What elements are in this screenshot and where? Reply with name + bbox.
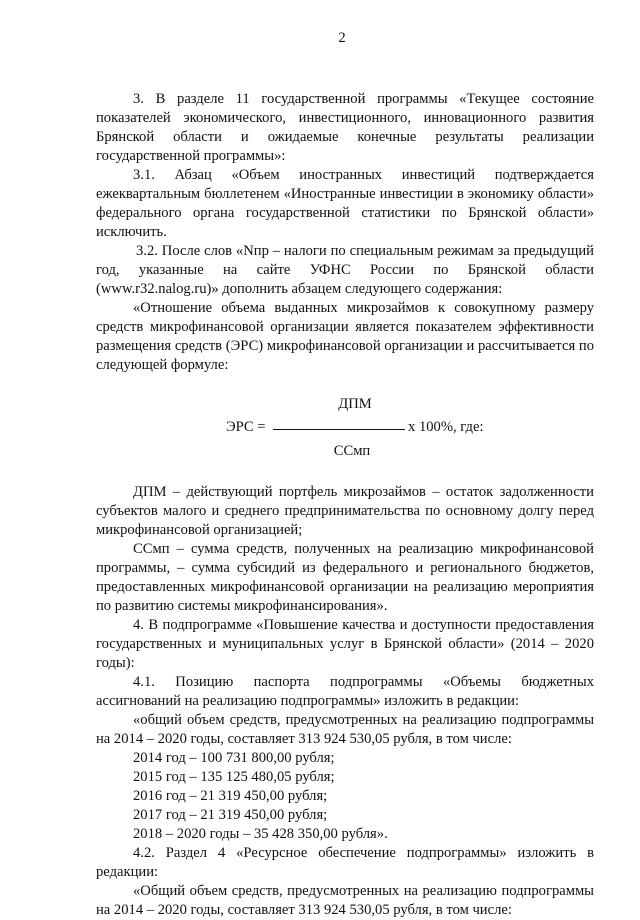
paragraph-section-3: 3. В разделе 11 государственной программы «Текущее состояние показателей экономического, инвестиционного, инновационного развития Брянской области и ожидаемые конечные результаты реализации государственной программы»: — [96, 91, 594, 164]
year-line-2016: 2016 год – 21 319 450,00 рубля; — [133, 788, 328, 804]
formula-numerator: ДПМ — [338, 396, 372, 412]
formula-fraction-bar — [273, 429, 405, 430]
year-line-2014: 2014 год – 100 731 800,00 рубля; — [133, 750, 335, 766]
paragraph-dpm-definition: ДПМ – действующий портфель микрозаймов – остаток задолженности субъектов малого и среднего предпринимательства по основному долгу перед микрофинансовой организацией; — [96, 484, 594, 538]
page-number: 2 — [338, 30, 346, 46]
formula-lhs: ЭРС = — [226, 419, 266, 435]
formula-rhs: х 100%, где: — [408, 419, 484, 435]
paragraph-section-4-1: 4.1. Позицию паспорта подпрограммы «Объемы бюджетных ассигнований на реализацию подпрограммы» изложить в редакции: — [96, 674, 594, 709]
year-line-2018-2020: 2018 – 2020 годы – 35 428 350,00 рубля». — [133, 826, 388, 842]
paragraph-section-3-1: 3.1. Абзац «Объем иностранных инвестиций подтверждается ежеквартальным бюллетенем «Иностранные инвестиции в экономику области» федерального органа государственной статистики по Брянской области» исключить. — [96, 167, 594, 240]
paragraph-section-4-1-quote: «общий объем средств, предусмотренных на реализацию подпрограммы на 2014 – 2020 годы, составляет 313 924 530,05 рубля, в том числе: — [96, 712, 594, 747]
year-line-2015: 2015 год – 135 125 480,05 рубля; — [133, 769, 335, 785]
year-line-2017: 2017 год – 21 319 450,00 рубля; — [133, 807, 328, 823]
paragraph-section-4-2-quote: «Общий объем средств, предусмотренных на реализацию подпрограммы на 2014 – 2020 годы, составляет 313 924 530,05 рубля, в том числе: — [96, 883, 594, 918]
paragraph-ssmp-definition: ССмп – сумма средств, полученных на реализацию микрофинансовой программы, – сумма субсидий из федерального и регионального бюджетов, предоставленных микрофинансовой организации на реализацию мероприятия по развитию системы микрофинансирования». — [96, 541, 594, 614]
formula-denominator: ССмп — [333, 443, 371, 459]
paragraph-section-4-2: 4.2. Раздел 4 «Ресурсное обеспечение подпрограммы» изложить в редакции: — [96, 845, 594, 880]
formula-ers — [96, 395, 594, 465]
paragraph-section-3-2: 3.2. После слов «Nпр – налоги по специальным режимам за предыдущий год, указанные на сайте УФНС России по Брянской области (www.r32.nalog.ru)» дополнить абзацем следующего содержания: — [96, 243, 594, 297]
document-page — [96, 24, 594, 918]
paragraph-quote-ratio: «Отношение объема выданных микрозаймов к совокупному размеру средств микрофинансовой организации является показателем эффективности размещения средств (ЭРС) микрофинансовой организации и рассчитывается по следующей формуле: — [96, 300, 594, 373]
paragraph-section-4: 4. В подпрограмме «Повышение качества и доступности предоставления государственных и муниципальных услуг в Брянской области» (2014 – 2020 годы): — [96, 617, 594, 671]
